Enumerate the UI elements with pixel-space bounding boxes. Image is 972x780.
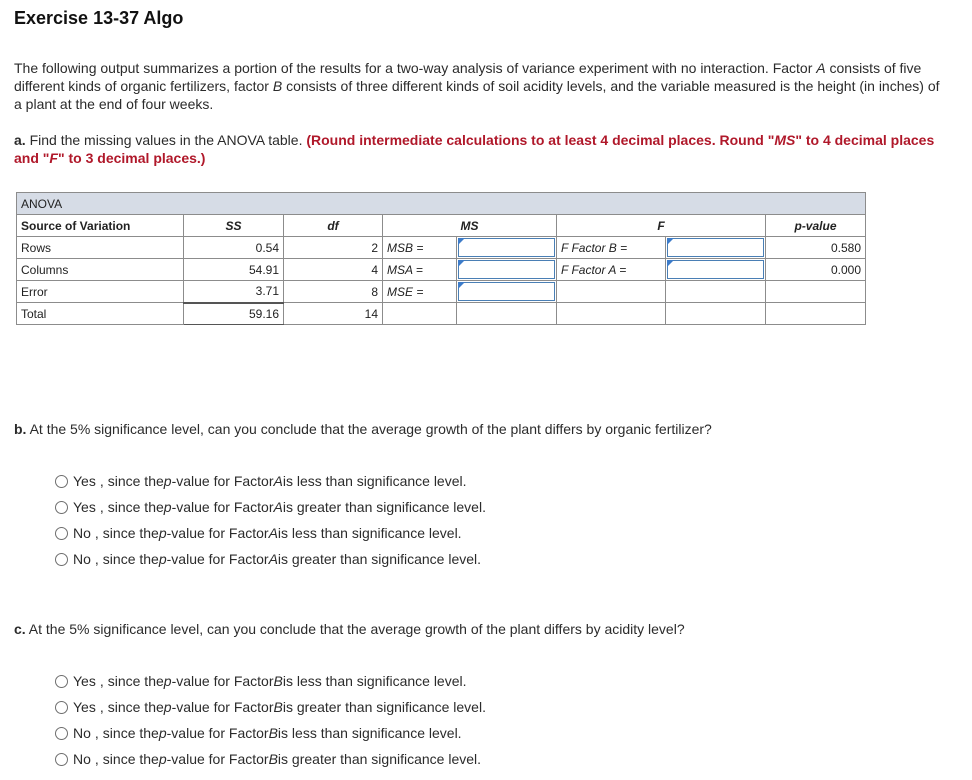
option-answer: Yes — [73, 673, 96, 689]
row-df: 4 — [284, 259, 383, 281]
row-df: 14 — [284, 303, 383, 325]
intro-text-1: The following output summarizes a portion of the results for a two-way analysis of variance experiment with no interaction. Factor — [14, 60, 817, 76]
header-ss: SS — [184, 215, 284, 237]
option-pre: since the — [102, 551, 159, 567]
rounding-note-f: F — [49, 150, 58, 166]
radio-button[interactable] — [55, 727, 68, 740]
table-row — [17, 259, 866, 281]
option-answer: Yes — [73, 499, 96, 515]
option-answer: No — [73, 751, 91, 767]
header-f: F — [557, 215, 766, 237]
option-post: is less than significance level. — [277, 725, 462, 741]
part-c-option-2[interactable] — [55, 699, 486, 715]
option-post: is greater than significance level. — [277, 751, 482, 767]
option-mid: -value for Factor — [166, 751, 269, 767]
f-factor-b-label: F Factor B = — [557, 237, 666, 259]
option-post: is less than significance level. — [277, 525, 462, 541]
part-c-text: At the 5% significance level, can you conclude that the average growth of the plant differs by acidity level? — [25, 621, 685, 637]
empty-cell — [766, 281, 866, 303]
header-source: Source of Variation — [17, 215, 184, 237]
option-factor: A — [273, 473, 283, 489]
f-factor-a-input[interactable] — [666, 259, 766, 281]
empty-cell — [457, 303, 557, 325]
row-source: Rows — [17, 237, 184, 259]
empty-cell — [666, 303, 766, 325]
msb-input[interactable] — [457, 237, 557, 259]
option-post: is greater than significance level. — [282, 699, 486, 715]
part-b-option-1[interactable] — [55, 473, 467, 489]
input-marker-icon — [458, 238, 465, 245]
option-pre: since the — [107, 699, 164, 715]
page-title: Exercise 13-37 Algo — [14, 8, 184, 28]
row-ss: 3.71 — [184, 281, 284, 303]
row-df: 2 — [284, 237, 383, 259]
option-pval: p — [163, 499, 172, 515]
option-pval: p — [158, 551, 167, 567]
radio-button[interactable] — [55, 475, 68, 488]
option-pval: p — [158, 525, 167, 541]
radio-button[interactable] — [55, 501, 68, 514]
option-pval: p — [158, 751, 167, 767]
input-marker-icon — [667, 238, 674, 245]
rounding-note-1: (Round intermediate calculations to at least 4 decimal places. Round " — [306, 132, 775, 148]
row-df: 8 — [284, 281, 383, 303]
radio-button[interactable] — [55, 553, 68, 566]
row-source: Columns — [17, 259, 184, 281]
mse-label: MSE = — [383, 281, 457, 303]
factor-b-symbol: B — [272, 78, 283, 94]
part-b-letter: b. — [14, 421, 27, 437]
f-factor-b-input[interactable] — [666, 237, 766, 259]
option-post: is greater than significance level. — [282, 499, 486, 515]
option-answer: No — [73, 525, 91, 541]
part-c-option-1[interactable] — [55, 673, 467, 689]
row-p-value: 0.580 — [766, 237, 866, 259]
empty-cell — [766, 303, 866, 325]
msb-label: MSB = — [383, 237, 457, 259]
option-separator: , — [94, 551, 99, 567]
option-mid: -value for Factor — [166, 525, 269, 541]
anova-caption: ANOVA — [17, 193, 866, 215]
empty-cell — [557, 303, 666, 325]
intro-text-2: consists of five different kinds of organic fertilizers, factor — [14, 60, 922, 94]
input-marker-icon — [458, 282, 465, 289]
option-separator: , — [99, 499, 104, 515]
option-post: is greater than significance level. — [277, 551, 482, 567]
option-separator: , — [94, 725, 99, 741]
msa-input[interactable] — [457, 259, 557, 281]
option-factor: B — [273, 699, 283, 715]
option-mid: -value for Factor — [166, 725, 269, 741]
row-source: Total — [17, 303, 184, 325]
anova-table — [16, 192, 866, 325]
part-a-instructions — [14, 131, 944, 167]
part-c-letter: c. — [14, 621, 26, 637]
option-pval: p — [158, 725, 167, 741]
option-answer: No — [73, 725, 91, 741]
row-ss: 0.54 — [184, 237, 284, 259]
part-b-option-4[interactable] — [55, 551, 481, 567]
row-p-value: 0.000 — [766, 259, 866, 281]
option-separator: , — [94, 525, 99, 541]
rounding-note-2: " to 4 decimal places and " — [14, 132, 935, 166]
option-separator: , — [99, 673, 104, 689]
rounding-note-3: " to 3 decimal places.) — [57, 150, 206, 166]
radio-button[interactable] — [55, 675, 68, 688]
part-c-question — [14, 621, 685, 637]
row-source: Error — [17, 281, 184, 303]
header-df: df — [284, 215, 383, 237]
intro-text-3: consists of three different kinds of soil acidity levels, and the variable measured is the height (in inches) of a plant at the end of four weeks. — [14, 78, 940, 112]
option-pval: p — [163, 473, 172, 489]
input-marker-icon — [458, 260, 465, 267]
mse-input[interactable] — [457, 281, 557, 303]
part-c-option-3[interactable] — [55, 725, 462, 741]
msa-label: MSA = — [383, 259, 457, 281]
option-separator: , — [94, 751, 99, 767]
option-mid: -value for Factor — [171, 499, 274, 515]
option-post: is less than significance level. — [282, 473, 467, 489]
part-b-option-3[interactable] — [55, 525, 462, 541]
f-factor-a-label: F Factor A = — [557, 259, 666, 281]
radio-button[interactable] — [55, 701, 68, 714]
input-marker-icon — [667, 260, 674, 267]
radio-button[interactable] — [55, 753, 68, 766]
option-separator: , — [99, 699, 104, 715]
option-answer: Yes — [73, 473, 96, 489]
table-row — [17, 303, 866, 325]
part-c-option-4[interactable] — [55, 751, 481, 767]
part-a-text: Find the missing values in the ANOVA table. — [25, 132, 307, 148]
part-b-text: At the 5% significance level, can you conclude that the average growth of the plant differs by organic fertilizer? — [26, 421, 712, 437]
option-answer: No — [73, 551, 91, 567]
option-pre: since the — [107, 473, 164, 489]
part-a-letter: a. — [14, 132, 26, 148]
option-pre: since the — [107, 499, 164, 515]
option-mid: -value for Factor — [171, 673, 274, 689]
option-factor: B — [268, 725, 278, 741]
option-factor: A — [268, 525, 278, 541]
part-b-option-2[interactable] — [55, 499, 486, 515]
factor-a-symbol: A — [816, 60, 826, 76]
empty-cell — [666, 281, 766, 303]
header-ms: MS — [383, 215, 557, 237]
rounding-note-ms: MS — [774, 132, 796, 148]
option-pre: since the — [102, 725, 159, 741]
option-mid: -value for Factor — [171, 473, 274, 489]
option-pval: p — [163, 699, 172, 715]
radio-button[interactable] — [55, 527, 68, 540]
part-b-question — [14, 421, 712, 437]
option-pval: p — [163, 673, 172, 689]
empty-cell — [557, 281, 666, 303]
option-factor: B — [273, 673, 283, 689]
problem-intro — [14, 59, 944, 113]
empty-cell — [383, 303, 457, 325]
option-mid: -value for Factor — [166, 551, 269, 567]
option-pre: since the — [102, 751, 159, 767]
option-pre: since the — [107, 673, 164, 689]
table-row — [17, 281, 866, 303]
table-row — [17, 237, 866, 259]
row-ss: 59.16 — [184, 303, 284, 325]
option-factor: A — [273, 499, 283, 515]
option-mid: -value for Factor — [171, 699, 274, 715]
option-factor: A — [268, 551, 278, 567]
row-ss: 54.91 — [184, 259, 284, 281]
option-post: is less than significance level. — [282, 673, 467, 689]
option-answer: Yes — [73, 699, 96, 715]
option-pre: since the — [102, 525, 159, 541]
header-p-value: p-value — [766, 215, 866, 237]
option-factor: B — [268, 751, 278, 767]
option-separator: , — [99, 473, 104, 489]
